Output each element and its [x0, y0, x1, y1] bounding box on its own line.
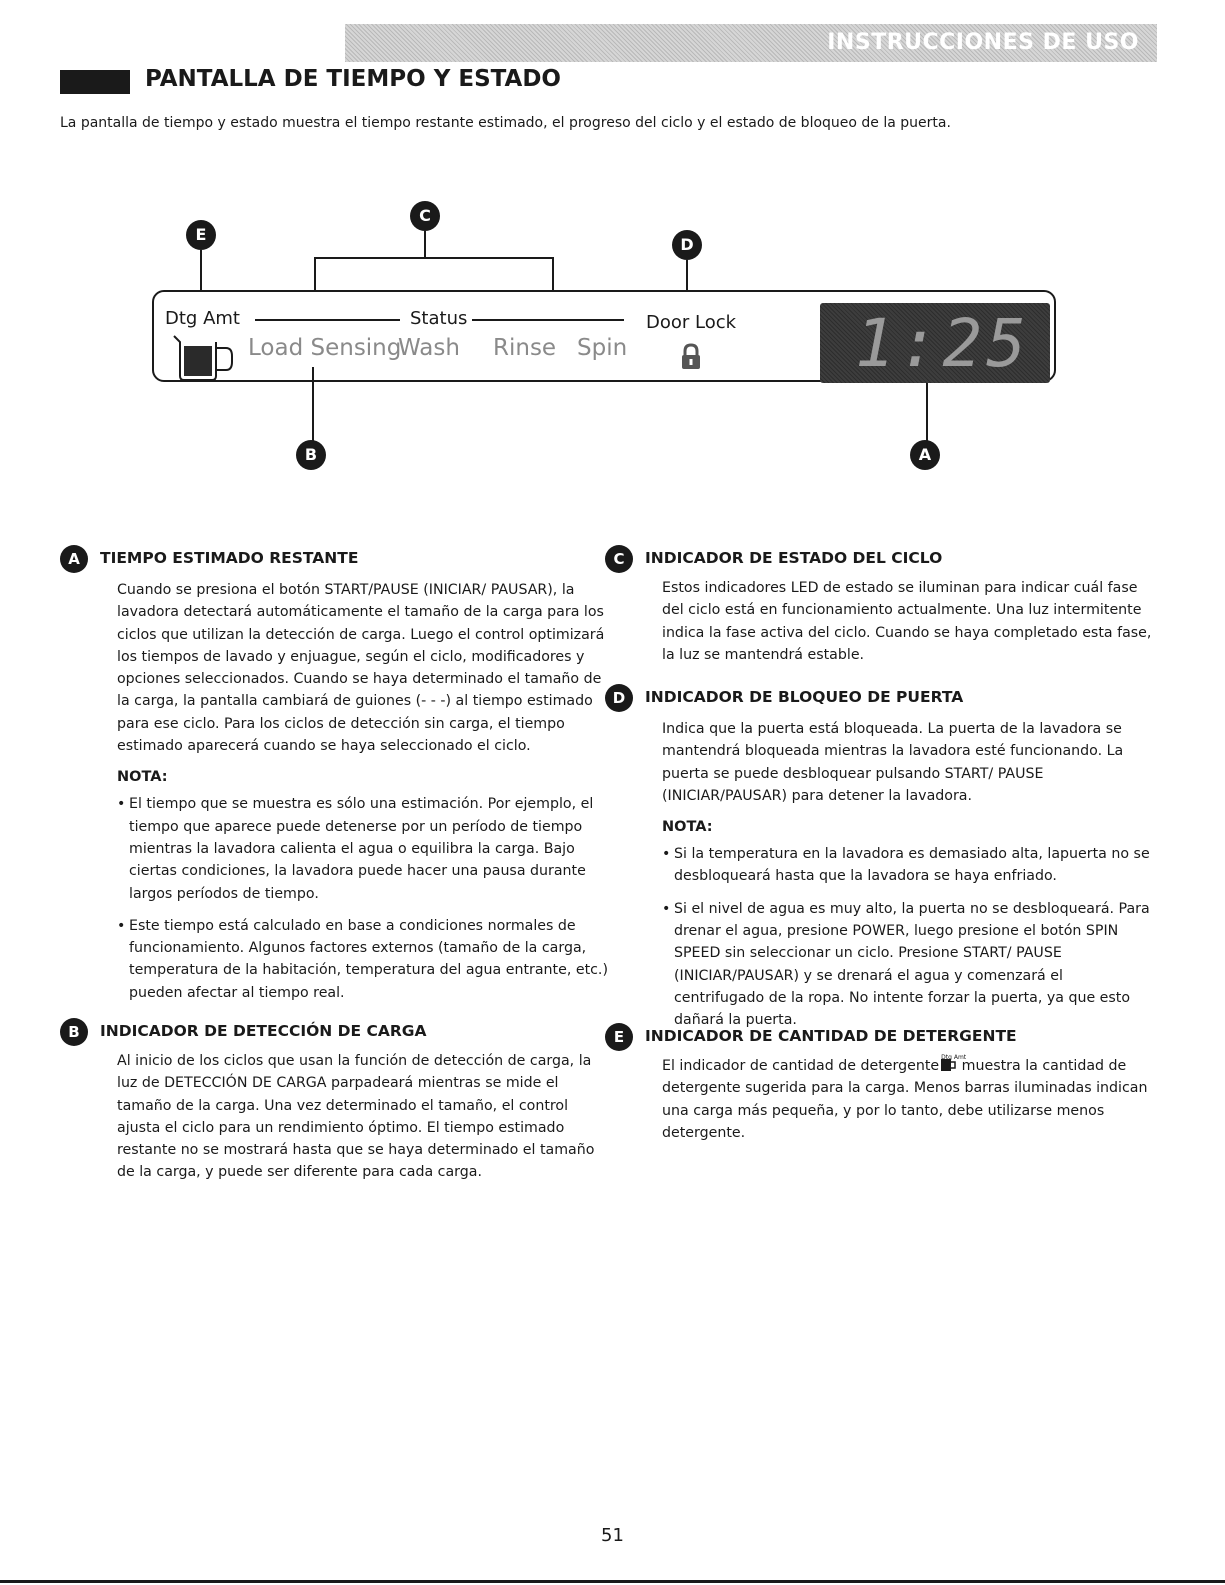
section-d-header: [605, 684, 1155, 714]
status-line-left: [255, 319, 400, 321]
status-line-right: [472, 319, 624, 321]
badge-c: C: [605, 545, 633, 573]
dtg-amt-label: Dtg Amt: [165, 308, 240, 329]
time-display: [820, 303, 1050, 383]
callout-e: E: [186, 220, 216, 250]
section-b: [60, 1018, 610, 1184]
section-a-title: TIEMPO ESTIMADO RESTANTE: [100, 549, 359, 567]
title-marker: [60, 70, 130, 94]
banner-text: INSTRUCCIONES DE USO: [827, 30, 1139, 55]
section-a-note-item: • Este tiempo está calculado en base a condiciones normales de funcionamiento. Algunos factores externos (tamaño de la carga, temperatura de la habitación, temperatura del agua entrante, etc.) pueden afectar al tiempo real.: [117, 915, 610, 1004]
leader-b: [312, 367, 314, 441]
detergent-cup-icon: [170, 332, 236, 382]
section-c-body: Estos indicadores LED de estado se iluminan para indicar cuál fase del ciclo está en funcionamiento actualmente. Una luz intermitente indica la fase activa del ciclo. Cuando se haya completado esta fase, la luz se mantendrá estable.: [662, 580, 1152, 663]
time-display-value: 1:25: [855, 305, 1030, 382]
section-b-body: Al inicio de los ciclos que usan la función de detección de carga, la luz de DETECCIÓN DE CARGA parpadeará mientras se mide el tamaño de la carga. Una vez determinado el tamaño, el control ajusta el ciclo para un rendimiento óptimo. El tiempo estimado restante no se mostrará hasta que se haya determinado el tamaño de la carga, y puede ser diferente para cada carga.: [117, 1053, 595, 1181]
callout-b: B: [296, 440, 326, 470]
section-a-header: [60, 545, 610, 575]
section-d-notes: [662, 843, 1155, 1031]
section-e-body-start: El indicador de cantidad de detergente: [662, 1058, 940, 1074]
bracket-c-left: [314, 257, 316, 293]
detergent-amount-icon: Dtg Amt: [939, 1057, 957, 1071]
section-e-title: INDICADOR DE CANTIDAD DE DETERGENTE: [645, 1027, 1017, 1045]
section-c: [605, 545, 1155, 666]
status-spin: Spin: [577, 335, 628, 361]
section-a: [60, 545, 610, 1014]
status-rinse: Rinse: [493, 335, 557, 361]
badge-d: D: [605, 684, 633, 712]
page-title: PANTALLA DE TIEMPO Y ESTADO: [145, 66, 561, 92]
badge-b: B: [60, 1018, 88, 1046]
section-e: [605, 1023, 1155, 1144]
callout-a: A: [910, 440, 940, 470]
badge-a: A: [60, 545, 88, 573]
section-e-body: [662, 1055, 1155, 1144]
section-e-header: [605, 1023, 1155, 1053]
section-d-note-item: • Si la temperatura en la lavadora es demasiado alta, lapuerta no se desbloqueará hasta que la lavadora se haya enfriado.: [662, 843, 1155, 888]
lock-icon: [680, 343, 702, 371]
section-e-body-end: muestra la cantidad de detergente sugerida para la carga. Menos barras iluminadas indican una carga más pequeña, y por lo tanto, debe utilizarse menos detergente.: [662, 1058, 1148, 1141]
section-d-nota: NOTA:: [662, 819, 713, 836]
section-d: [605, 684, 1155, 1042]
section-banner: [345, 24, 1157, 62]
status-label: Status: [410, 308, 468, 329]
status-load-sensing: Load Sensing: [248, 335, 402, 361]
section-d-body: Indica que la puerta está bloqueada. La puerta de la lavadora se mantendrá bloqueada mientras la lavadora esté funcionando. La puerta se puede desbloquear pulsando START/ PAUSE (INICIAR/PAUSAR) para detener la lavadora.: [662, 721, 1124, 804]
leader-c: [424, 231, 426, 258]
section-b-header: [60, 1018, 610, 1048]
section-a-nota: NOTA:: [117, 769, 168, 786]
bottom-rule: [0, 1580, 1225, 1583]
badge-e: E: [605, 1023, 633, 1051]
section-a-note-item: • El tiempo que se muestra es sólo una estimación. Por ejemplo, el tiempo que aparece puede detenerse por un período de tiempo mientras la lavadora calienta el agua o equilibra la carga. Bajo ciertas condiciones, la lavadora puede hacer una pausa durante largos períodos de tiempo.: [117, 793, 610, 904]
section-b-title: INDICADOR DE DETECCIÓN DE CARGA: [100, 1022, 427, 1040]
display-diagram: [0, 195, 1225, 495]
callout-d: D: [672, 230, 702, 260]
status-wash: Wash: [398, 335, 460, 361]
section-d-title: INDICADOR DE BLOQUEO DE PUERTA: [645, 688, 964, 706]
intro-text: La pantalla de tiempo y estado muestra el tiempo restante estimado, el progreso del ciclo y el estado de bloqueo de la puerta.: [60, 115, 951, 131]
section-a-notes: [117, 793, 610, 1004]
section-c-title: INDICADOR DE ESTADO DEL CICLO: [645, 549, 943, 567]
page-number: 51: [601, 1525, 624, 1546]
callout-c: C: [410, 201, 440, 231]
section-c-header: [605, 545, 1155, 575]
leader-a: [926, 383, 928, 441]
section-a-body: Cuando se presiona el botón START/PAUSE (INICIAR/ PAUSAR), la lavadora detectará automáticamente el tamaño de la carga para los ciclos que utilizan la detección de carga. Luego el control optimizará los tiempos de lavado y enjuague, según el ciclo, modificadores y opciones seleccionados. Cuando se haya determinado el tamaño de la carga, la pantalla cambiará de guiones (- - -) al tiempo estimado para ese ciclo. Para los ciclos de detección sin carga, el tiempo estimado aparecerá cuando se haya seleccionado el ciclo.: [117, 582, 605, 755]
bracket-c-right: [552, 257, 554, 293]
door-lock-label: Door Lock: [646, 312, 737, 333]
bracket-c-top: [314, 257, 554, 259]
section-d-note-item: • Si el nivel de agua es muy alto, la puerta no se desbloqueará. Para drenar el agua, presione POWER, luego presione el botón SPIN SPEED sin seleccionar un ciclo. Presione START/ PAUSE (INICIAR/PAUSAR) y se drenará el agua y comenzará el centrifugado de la ropa. No intente forzar la puerta, ya que esto dañará la puerta.: [662, 898, 1155, 1032]
